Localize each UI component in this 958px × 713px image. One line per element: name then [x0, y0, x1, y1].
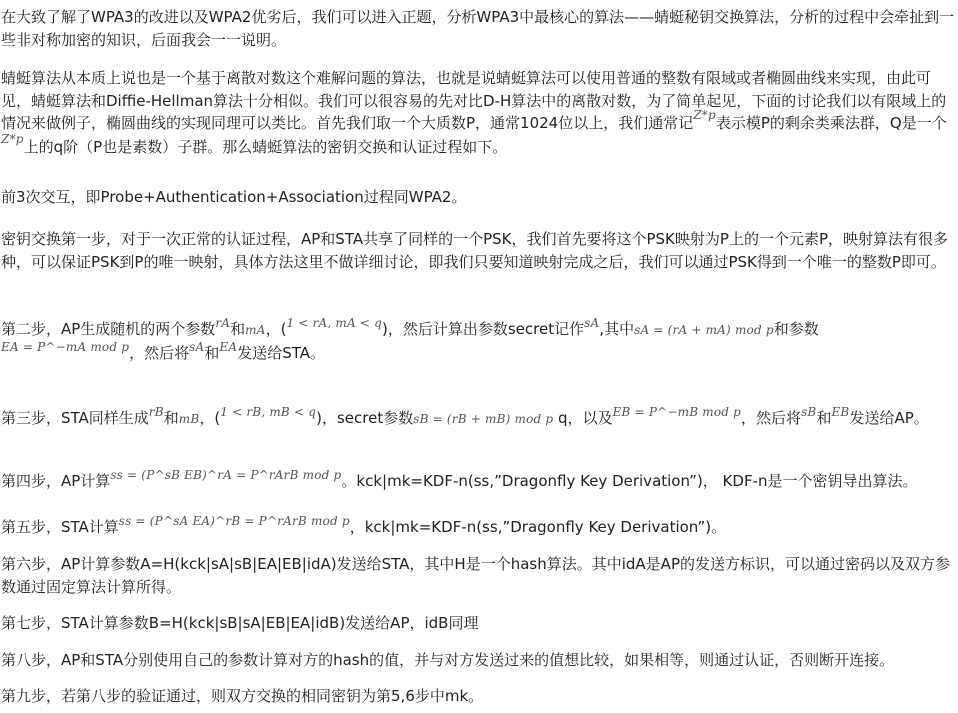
text-segment: ，( [199, 409, 221, 427]
paragraph-step-four [1, 470, 955, 494]
paragraph-step-eight: 第八步，AP和STA分别使用自己的参数计算对方的hash的值，并与对方发送过来的值想比较，如果相等，则通过认证，否则断开连接。 [1, 651, 895, 669]
formula-range-a: 1 < rA, mA < q [286, 316, 383, 330]
paragraph-step-three [1, 407, 955, 431]
paragraph-step-one: 密钥交换第一步，对于一次正常的认证过程，AP和STA共享了同样的一个PSK，我们首先要将这个PSK映射为P上的一个元素P，映射算法有很多种，可以保证PSK到P的唯一映射，具体方法这里不做详细讨论，即我们只要知道映射完成之后，我们可以通过PSK得到一个唯一的整数P即可。 [1, 230, 948, 271]
text-segment: 上的q阶（P也是素数）子群。那么蜻蜓算法的密钥交换和认证过程如下。 [23, 137, 508, 156]
text-segment: 第五步，STA计算 [1, 518, 119, 536]
text-segment: 和 [204, 343, 220, 362]
formula-zp-star: Z*p [1, 131, 24, 146]
text-segment: 发送给STA。 [237, 343, 326, 362]
formula-sa: sA [189, 339, 205, 354]
text-segment: q [553, 409, 568, 427]
text-segment: 第四步，AP计算 [1, 472, 111, 490]
formula-ea: EA [219, 339, 238, 354]
text-segment: ，以及 [567, 409, 613, 427]
text-segment: )，secret参数 [316, 409, 414, 427]
formula-ra: rA [215, 316, 231, 330]
formula-mb: mB [178, 412, 200, 426]
text-segment: ，然后将 [129, 343, 190, 362]
paragraph-step-five [1, 516, 955, 540]
text-segment: ，然后将 [741, 409, 802, 427]
paragraph-first-three-exchanges: 前3次交互，即Probe+Authentication+Association过程同WPA2。 [1, 188, 467, 206]
paragraph-intro: 在大致了解了WPA3的改进以及WPA2优劣后，我们可以进入正题，分析WPA3中最核心的算法——蜻蜓秘钥交换算法，分析的过程中会牵扯到一些非对称加密的知识，后面我会一一说明。 [1, 8, 955, 49]
text-segment: 发送给AP。 [849, 409, 929, 427]
formula-zp-star: Z*p [693, 108, 716, 122]
text-segment: 第二步，AP生成随机的两个参数 [1, 320, 216, 338]
text-segment: )，然后计算出参数secret记作 [382, 320, 585, 338]
formula-ss-ap: ss = (P^sB EB)^rA = P^rArB mod p [110, 468, 342, 482]
text-segment: ，kck|mk=KDF-n(ss,”Dragonfly Key Derivation”)。 [349, 518, 727, 536]
text-segment: 和 [816, 409, 832, 427]
text-segment: 。kck|mk=KDF-n(ss,”Dragonfly Key Derivation”)， KDF-n是一个密钥导出算法。 [341, 472, 918, 490]
formula-rb: rB [148, 405, 164, 419]
paragraph-step-six: 第六步，AP计算参数A=H(kck|sA|sB|EA|EB|idA)发送给STA，其中H是一个hash算法。其中idA是AP的发送方标识，可以通过密码以及双方参数通过固定算法计算所得。 [1, 555, 950, 596]
formula-sb: sB [801, 405, 817, 419]
paragraph-step-nine: 第九步，若第八步的验证通过，则双方交换的相同密钥为第5,6步中mk。 [1, 687, 484, 705]
formula-sa-definition: sA = (rA + mA) mod p [634, 323, 774, 337]
text-segment: 和 [163, 409, 179, 427]
formula-ss-sta: ss = (P^sA EA)^rB = P^rArB mod p [118, 514, 350, 528]
formula-eb-definition: EB = P^−mB mod p [612, 405, 742, 419]
text-segment: 和 [230, 320, 246, 338]
paragraph-step-two [1, 318, 955, 365]
text-segment: ，( [265, 320, 287, 338]
formula-ma: mA [245, 323, 266, 337]
formula-sb-definition: sB = (rB + mB) mod p [413, 412, 554, 426]
formula-sa: sA [584, 316, 600, 330]
paragraph-dragonfly-overview [1, 67, 955, 159]
formula-ea-definition: EA = P^−mA mod p [1, 339, 130, 354]
text-segment: 表示模P的剩余类乘法群，Q是一个 [715, 114, 947, 132]
formula-eb: EB [831, 405, 850, 419]
text-segment: 和参数 [773, 320, 819, 338]
text-segment: 蜻蜓算法从本质上说也是一个基于离散对数这个难解问题的算法，也就是说蜻蜓算法可以使用普通的整数有限域或者椭圆曲线来实现，由此可见，蜻蜓算法和Diffie-Hellman算法十分相似。我们可以很容易的先对比D-H算法中的离散对数，为了简单起见，下面的讨论我们以有限域上的情况来做例子，椭圆曲线的实现同理可以类比。首先我们取一个大质数P，通常1024位以上，我们通常记 [1, 69, 947, 132]
text-segment: ,其中 [599, 320, 635, 338]
text-segment: 第三步，STA同样生成 [1, 409, 149, 427]
formula-range-b: 1 < rB, mB < q [220, 405, 317, 419]
paragraph-step-seven: 第七步，STA计算参数B=H(kck|sB|sA|EB|EA|idB)发送给AP，idB同理 [1, 614, 479, 632]
